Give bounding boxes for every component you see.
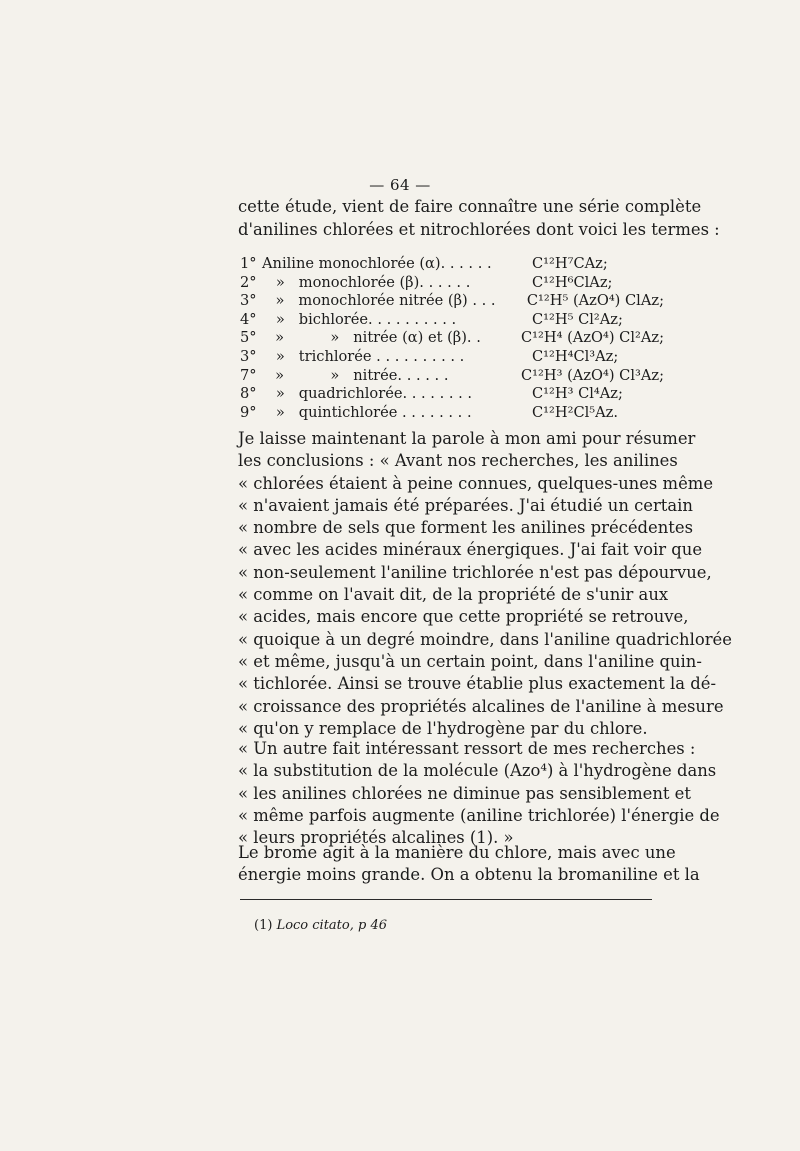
chemical-formula: C¹²H³ (AzO⁴) Cl³Az; bbox=[521, 366, 664, 384]
footnote-marker: (1) bbox=[254, 918, 273, 933]
chemical-formula: C¹²H⁵ Cl²Az; bbox=[532, 310, 623, 328]
formula-number: 1° bbox=[240, 255, 257, 272]
formula-list bbox=[240, 255, 664, 422]
chemical-formula: C¹²H⁴ (AzO⁴) Cl²Az; bbox=[521, 329, 664, 347]
compound-name: » quadrichlorée. . . . . . . . bbox=[262, 385, 473, 403]
text-line: « n'avaient jamais été préparées. J'ai étudié un certain bbox=[238, 495, 693, 515]
text-line: « qu'on y remplace de l'hydrogène par du chlore. bbox=[238, 718, 648, 738]
substitution-paragraph bbox=[238, 738, 720, 849]
text-line: Je laisse maintenant la parole à mon ami pour résumer bbox=[238, 429, 696, 448]
text-line: « les anilines chlorées ne diminue pas sensiblement et bbox=[238, 783, 691, 803]
compound-name: » quintichlorée . . . . . . . . bbox=[262, 403, 472, 421]
formula-row bbox=[240, 292, 664, 311]
compound-name: » bichlorée. . . . . . . . . . bbox=[262, 310, 457, 328]
formula-number: 5° bbox=[240, 329, 257, 347]
compound-name: » monochlorée nitrée (β) . . . bbox=[261, 292, 496, 310]
compound-name: Aniline monochlorée (α). . . . . . bbox=[262, 255, 492, 272]
text-line: Le brome agit à la manière du chlore, mais avec une bbox=[238, 843, 676, 862]
formula-number: 3° bbox=[240, 292, 257, 310]
formula-number: 2° bbox=[240, 273, 257, 291]
formula-number: 9° bbox=[240, 403, 257, 421]
formula-row bbox=[240, 348, 664, 367]
text-line: « même parfois augmente (aniline trichlorée) l'énergie de bbox=[238, 805, 720, 825]
text-line: « quoique à un degré moindre, dans l'aniline quadrichlorée bbox=[238, 629, 732, 649]
text-line: cette étude, vient de faire connaître une série complète bbox=[238, 197, 702, 216]
text-line: « acides, mais encore que cette propriété se retrouve, bbox=[238, 607, 689, 627]
text-line: « nombre de sels que forment les anilines précédentes bbox=[238, 518, 693, 538]
text-line: « comme on l'avait dit, de la propriété de s'unir aux bbox=[238, 585, 669, 605]
formula-row bbox=[240, 329, 664, 348]
text-line: « et même, jusqu'à un certain point, dans l'aniline quin- bbox=[238, 651, 702, 671]
text-line: « leurs propriétés alcalines (1). » bbox=[238, 828, 514, 848]
intro-paragraph bbox=[238, 196, 720, 241]
compound-name: » monochlorée (β). . . . . . bbox=[262, 273, 471, 291]
compound-name: » » nitrée. . . . . . bbox=[261, 366, 449, 384]
text-line: « tichlorée. Ainsi se trouve établie plus exactement la dé- bbox=[238, 674, 716, 694]
page-number: — 64 — bbox=[369, 176, 431, 194]
footnote bbox=[254, 918, 387, 933]
formula-number: 7° bbox=[240, 366, 257, 384]
chemical-formula: C¹²H⁶ClAz; bbox=[532, 273, 613, 291]
formula-row bbox=[240, 255, 664, 274]
footnote-divider bbox=[240, 899, 652, 900]
text-line: « la substitution de la molécule (Azo⁴) à l'hydrogène dans bbox=[238, 761, 717, 781]
text-line: « croissance des propriétés alcalines de l'aniline à mesure bbox=[238, 696, 724, 716]
text-line: « Un autre fait intéressant ressort de mes recherches : bbox=[238, 739, 696, 758]
formula-number: 3° bbox=[240, 347, 257, 365]
bromine-paragraph bbox=[238, 842, 700, 887]
footnote-text: Loco citato, p 46 bbox=[276, 918, 387, 933]
formula-row bbox=[240, 311, 664, 330]
formula-row bbox=[240, 367, 664, 386]
chemical-formula: C¹²H⁴Cl³Az; bbox=[532, 347, 619, 365]
text-line: les conclusions : « Avant nos recherches, les anilines bbox=[238, 451, 678, 471]
formula-row bbox=[240, 274, 664, 293]
conclusions-paragraph bbox=[238, 428, 732, 740]
chemical-formula: C¹²H⁵ (AzO⁴) ClAz; bbox=[526, 292, 664, 310]
text-line: « avec les acides minéraux énergiques. J'ai fait voir que bbox=[238, 540, 703, 560]
chemical-formula: C¹²H⁷CAz; bbox=[532, 255, 608, 272]
text-line: d'anilines chlorées et nitrochlorées dont voici les termes : bbox=[238, 219, 720, 239]
compound-name: » » nitrée (α) et (β). . bbox=[261, 329, 481, 347]
formula-number: 4° bbox=[240, 310, 257, 328]
formula-row bbox=[240, 385, 664, 404]
formula-row bbox=[240, 404, 664, 423]
chemical-formula: C¹²H²Cl⁵Az. bbox=[532, 403, 618, 421]
compound-name: » trichlorée . . . . . . . . . . bbox=[262, 347, 465, 365]
text-line: « non-seulement l'aniline trichlorée n'est pas dépourvue, bbox=[238, 562, 712, 582]
text-line: énergie moins grande. On a obtenu la bromaniline et la bbox=[238, 865, 700, 885]
formula-number: 8° bbox=[240, 385, 257, 403]
chemical-formula: C¹²H³ Cl⁴Az; bbox=[532, 385, 623, 403]
text-line: « chlorées étaient à peine connues, quelques-unes même bbox=[238, 473, 714, 493]
